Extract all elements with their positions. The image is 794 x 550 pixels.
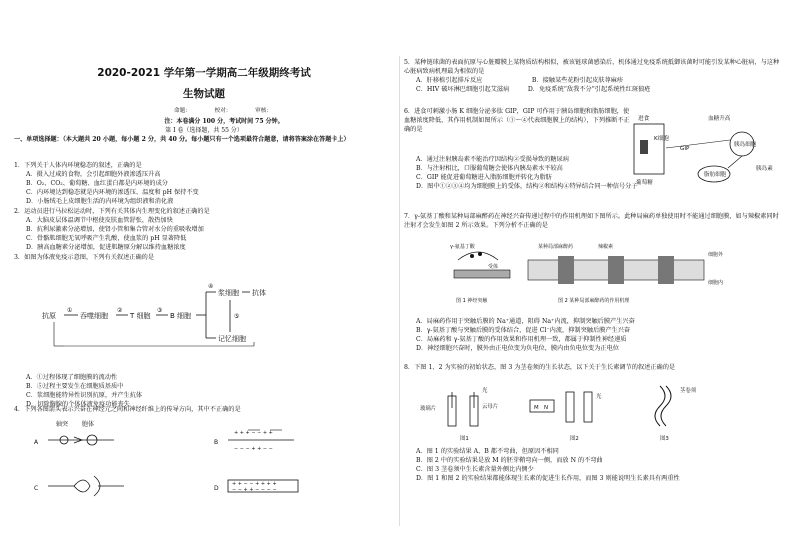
option: D．图 1 和图 2 的实验结果都能体现生长素的促进生长作用，而图 3 则能说明生长素具有两重性 [416, 474, 680, 482]
glucose-label: 葡萄糖 [636, 180, 653, 186]
eat-label: 进食 [638, 116, 650, 122]
tendril-label: 茎卷须 [680, 388, 697, 394]
fig2-label: 图2 [570, 436, 579, 442]
sugar-up-label: 血糖升高 [708, 116, 731, 122]
option-a-label: A [34, 439, 39, 446]
outside-label: 细胞外 [708, 252, 724, 258]
option: B．γ-氨基丁酸与突触后膜的受体结合，促进 Cl⁻内流，抑制突触后膜产生兴奋 [416, 326, 631, 334]
axon-label: 轴突 [56, 421, 69, 428]
meta-review: 审核： [255, 108, 272, 114]
column-divider [399, 56, 400, 526]
question-7-options [404, 318, 784, 354]
fat-cell-label: 脂肪细胞 [704, 172, 727, 178]
question-3-stem: 3．如图为体液免疫示意图，下列有关叙述正确的是 [14, 254, 155, 261]
antibody-label: 抗体 [252, 289, 266, 297]
option: C．内环境达到稳态就是内环境的渗透压、温度和 pH 保持不变 [26, 188, 199, 196]
question-8-stem: 8．下图 1、2 为实验的初始状态，图 3 为茎卷须的生长状态，以下关于生长素调节的叙述正确的是 [404, 364, 676, 371]
option: D．胰高血糖素分泌增加，促进肌糖原分解以维持血糖浓度 [26, 243, 186, 251]
option: A．摄入过咸的食物，会引起细胞外液渗透压升高 [26, 170, 161, 178]
meta-setter: 命题： [174, 108, 191, 114]
exam-subtitle: 生物试题 [183, 88, 225, 100]
cell-body-label: 胞体 [82, 421, 95, 428]
gaba-label: γ-氨基丁酸 [450, 244, 475, 250]
option: B．图 2 中的实验结果是放 M 的胚芽鞘弯向一侧，而放 N 的不弯曲 [416, 456, 603, 464]
svg-text:+ + − − + + + +: + + − − + + + + [232, 481, 277, 487]
option: A．①过程体现了细胞膜的流动性 [26, 374, 118, 381]
option-d-label: D [214, 485, 219, 492]
fig2-caption: 图 2 某种局部麻醉药的作用机理 [558, 298, 630, 304]
section-one-heading: 一、单项选择题：（本大题共 20 小题，每小题 2 分，共 40 分。每小题只有一个选项最符合题意，请将答案涂在答题卡上） [14, 136, 350, 143]
option: D．小肠绒毛上皮细胞生活的内环境为组织液和消化液 [26, 197, 174, 205]
question-1 [14, 162, 394, 207]
option: C．浆细胞能特异性识别抗原，并产生抗体 [26, 391, 143, 399]
question-2 [14, 208, 394, 253]
option: A．图 1 的实验结果 A、B 都不弯曲，但原因不相同 [416, 448, 559, 455]
exam-meta [174, 107, 394, 116]
step-3-label: ③ [157, 307, 163, 314]
option: D．切除胸腺的个体体液免疫功能丧失 [26, 400, 130, 408]
inside-label: 细胞内 [708, 280, 724, 286]
capsaicin-label: 辣椒素 [598, 244, 614, 250]
question-stem: 2．运动员进行马拉松运动时，下列有关其体内生理变化的叙述正确的是 [14, 208, 210, 215]
option-c-label: C [34, 485, 39, 492]
option-row [404, 86, 784, 95]
option: B．⑤过程主要发生在细胞质基质中 [26, 382, 124, 390]
step-4-label: ④ [208, 283, 214, 290]
option: C．HIV 破坏淋巴细胞引起艾滋病 [416, 85, 510, 93]
svg-text:M: M [534, 405, 539, 411]
fig1-label: 图1 [460, 436, 469, 442]
anesthetic-label: 某种局部麻醉药 [538, 244, 574, 250]
question-7-stem: 7．γ-氨基丁酸和某种局部麻醉药在神经兴奋传递过程中的作用机理如下图所示。此种局麻药单独使用时不能通过细胞膜，如与辣椒素同时注射才会发生如图 2 所示效果。下列分析不正确的是 [404, 213, 779, 229]
meta-proof: 校对： [214, 108, 232, 114]
option: B．O₂、CO₂、葡萄糖、血红蛋白都是内环境的成分 [26, 179, 168, 187]
insulin-label: 胰岛素 [756, 166, 773, 172]
step-2-label: ② [117, 307, 123, 314]
svg-text:+ + + − − + +: + + + − − + + [234, 430, 273, 436]
glass-label: 玻璃片 [420, 406, 437, 412]
receptor-label: 受体 [488, 264, 499, 270]
option: A．肝移植引起排斥反应 [416, 76, 483, 84]
question-8-options [404, 448, 784, 484]
svg-text:N: N [544, 405, 549, 411]
step-5-label: ⑤ [234, 313, 240, 320]
option: C．骨骼肌细胞无氧呼吸产生乳酸，使血浆的 pH 显著降低 [26, 234, 187, 242]
step-1-label: ① [67, 307, 73, 314]
option: B．与注射相比，口服葡萄糖会使体内胰岛素水平较高 [416, 164, 563, 172]
option: A．通过注射胰岛素不能治疗因结构②受损导致的糖尿病 [416, 156, 569, 163]
memory-cell-label: 记忆细胞 [218, 335, 246, 343]
fig1-caption: 图 1 神经突触 [456, 298, 488, 304]
question-6-stem: 6．进食可刺激小肠 K 细胞分泌多肽 GIP，GIP 可作用于胰岛细胞和脂肪细胞，使血糖浓度降低，其作用机制如图所示（①～④代表细胞膜上的结构），下列推断不正确的是 [404, 108, 630, 133]
svg-text:− − − + + − −: − − − + + − − [234, 446, 273, 452]
option: A．局麻药作用于突触后膜的 Na⁺通道，阻碍 Na⁺内流，抑制突触后膜产生兴奋 [416, 318, 635, 325]
question-6-options [404, 156, 784, 192]
part-one-heading: 第 I 卷（选择题，共 55 分） [165, 127, 243, 134]
antigen-label: 抗原 [42, 312, 56, 320]
svg-text:− − + + − − − −: − − + + − − − − [232, 487, 277, 493]
option: C．GIP 能促进葡萄糖进入脂肪细胞并转化为脂肪 [416, 173, 552, 181]
option: D．神经细胞兴奋时，膜外由正电位变为负电位，膜内由负电位变为正电位 [416, 344, 619, 352]
fig3-label: 图3 [660, 436, 669, 442]
exam-note: 注：本卷满分 100 分，考试时间 75 分钟。 [164, 118, 284, 125]
option: D．免疫系统“敌我不分”引起系统性红斑狼疮 [527, 85, 651, 93]
question-4-stem: 4．下列各图箭头表示兴奋在神经元之间和神经纤维上的传导方向，其中不正确的是 [14, 406, 241, 413]
plasma-cell-label: 浆细胞 [218, 289, 239, 297]
b-cell-label: B 细胞 [170, 312, 192, 320]
question-3-options [14, 374, 394, 410]
gip-label: GIP [680, 146, 690, 152]
light-label-1: 光 [482, 388, 488, 394]
neuron-diagrams [34, 418, 354, 518]
k-cell-label: K细胞 [654, 136, 669, 142]
option-row [404, 77, 784, 86]
left-column [14, 0, 394, 550]
humoral-immunity-diagram [34, 266, 294, 366]
light-label-2: 光 [596, 394, 602, 400]
option: D．图中①②③④均为细胞膜上的受体，结构②和结构④特异结合同一种信号分子 [416, 182, 638, 190]
auxin-experiment-diagrams [420, 382, 720, 444]
option-b-label: B [214, 439, 219, 446]
exam-title: 2020-2021 学年第一学期高二年级期终考试 [97, 67, 311, 79]
t-cell-label: T 细胞 [130, 312, 151, 320]
question-5 [404, 59, 784, 95]
option: C．局麻药和 γ-氨基丁酸的作用效果和作用机理一致，都属于抑制性神经递质 [416, 335, 627, 343]
synapse-diagram [448, 240, 748, 308]
option: C．图 3 茎卷须中生长素含量外侧比内侧少 [416, 465, 534, 473]
islet-cell-label: 胰岛细胞 [734, 142, 757, 148]
phagocyte-label: 吞噬细胞 [80, 312, 108, 320]
option: A．大脑皮层体温调节中枢使皮肤血管舒张，散热加快 [26, 216, 173, 224]
right-column [404, 0, 784, 550]
option: B．接触某些花粉引起皮肤荨麻疹 [531, 76, 624, 84]
question-stem: 5．某种链球菌的表面抗原与心脏瓣膜上某物质结构相似，被该链球菌感染后，机体通过免疫系统抵御该菌时可能引发某种心脏病，与这种心脏病致病机理最为相似的是 [404, 59, 780, 75]
option: B．抗利尿激素分泌增加，使肾小管和集合管对水分的重吸收增加 [26, 225, 204, 233]
mica-label: 云母片 [482, 404, 499, 410]
question-stem: 1．下列关于人体内环境稳态的叙述，正确的是 [14, 162, 142, 169]
